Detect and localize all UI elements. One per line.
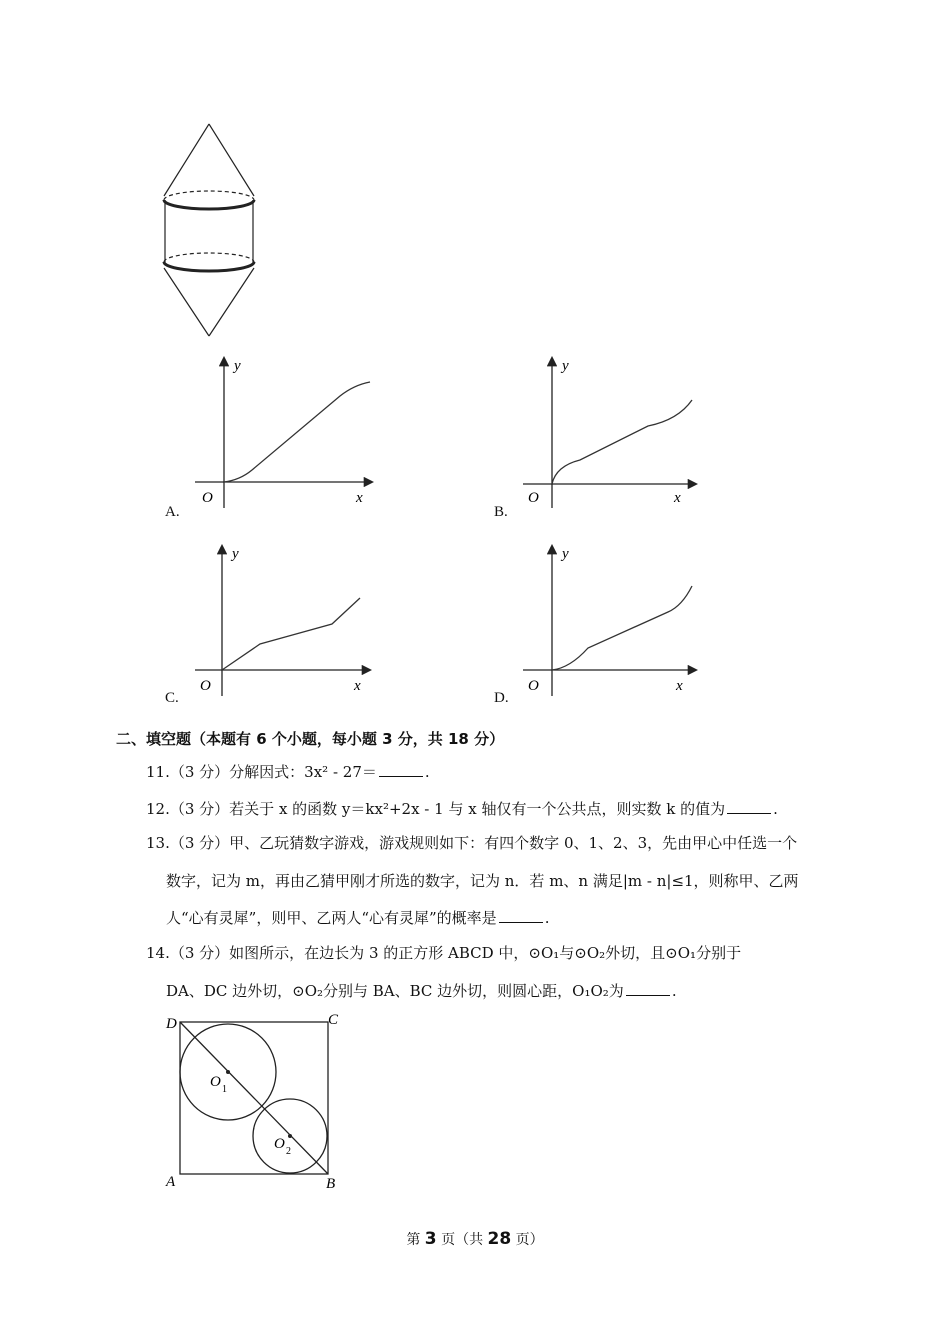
- q14-line2: DA、DC 边外切，⊙O₂分别与 BA、BC 边外切，则圆心距，O₁O₂为: [166, 982, 624, 1000]
- q14-score: （3 分）: [169, 944, 230, 962]
- footer-page-number: 3: [424, 1229, 437, 1249]
- option-b-graph: [518, 350, 708, 510]
- option-d-label: D.: [494, 690, 509, 706]
- q12-score: （3 分）: [169, 800, 230, 818]
- option-b-y-label: y: [562, 358, 569, 374]
- q11-end: .: [424, 763, 430, 781]
- label-o2-sub: 2: [286, 1146, 291, 1157]
- option-d-x-label: x: [676, 678, 683, 694]
- question-11: [146, 762, 430, 782]
- option-d-y-label: y: [562, 546, 569, 562]
- option-a-x-label: x: [356, 490, 363, 506]
- double-cone-cylinder-figure: [150, 118, 270, 342]
- q11-num: 11.: [146, 763, 170, 781]
- q11-text: 分解因式：3x² - 27＝: [229, 763, 377, 781]
- square-circles-figure: [158, 1008, 348, 1193]
- q11-score: （3 分）: [169, 763, 230, 781]
- label-o1: O: [210, 1074, 221, 1090]
- question-13-line-1: [146, 833, 797, 853]
- option-b-x-label: x: [674, 490, 681, 506]
- label-d: D: [166, 1016, 177, 1032]
- label-o2: O: [274, 1136, 285, 1152]
- q13-end: .: [544, 909, 550, 927]
- question-13-line-2: 数字，记为 m，再由乙猜甲刚才所选的数字，记为 n．若 m、n 满足|m - n|≤1，则称甲、乙两: [166, 872, 799, 890]
- question-14-line-2: [166, 981, 677, 1001]
- page-footer: [0, 1229, 950, 1249]
- q13-blank[interactable]: [499, 910, 543, 923]
- option-b-label: B.: [494, 504, 508, 520]
- q14-num: 14.: [146, 944, 170, 962]
- q13-score: （3 分）: [169, 834, 230, 852]
- footer-total-pages: 28: [487, 1229, 512, 1249]
- option-c-label: C.: [165, 690, 179, 706]
- q12-num: 12.: [146, 800, 170, 818]
- q11-blank[interactable]: [379, 764, 423, 777]
- q13-line3: 人“心有灵犀”，则甲、乙两人“心有灵犀”的概率是: [166, 909, 497, 927]
- option-a-graph: [190, 350, 380, 510]
- option-b-origin: O: [528, 490, 539, 506]
- label-b: B: [326, 1176, 336, 1192]
- option-c-x-label: x: [354, 678, 361, 694]
- option-c-origin: O: [200, 678, 211, 694]
- label-c: C: [328, 1012, 339, 1028]
- footer-prefix: 第: [406, 1232, 425, 1248]
- option-a-origin: O: [202, 490, 213, 506]
- option-a-y-label: y: [234, 358, 241, 374]
- option-c-graph: [190, 538, 380, 698]
- question-13-line-3: [166, 908, 549, 928]
- q13-num: 13.: [146, 834, 170, 852]
- option-d-graph: [518, 538, 708, 698]
- q13-line1: 甲、乙玩猜数字游戏，游戏规则如下：有四个数字 0、1、2、3，先由甲心中任选一个: [229, 834, 798, 852]
- q14-end: .: [671, 982, 677, 1000]
- label-o1-sub: 1: [222, 1084, 227, 1095]
- option-a-label: A.: [165, 504, 180, 520]
- q12-blank[interactable]: [727, 801, 771, 814]
- q14-blank[interactable]: [626, 983, 670, 996]
- footer-mid: 页（共: [436, 1232, 488, 1248]
- footer-suffix: 页）: [511, 1232, 544, 1248]
- label-a: A: [166, 1174, 176, 1190]
- option-c-y-label: y: [232, 546, 239, 562]
- option-d-origin: O: [528, 678, 539, 694]
- q12-end: .: [773, 800, 778, 818]
- q14-line1: 如图所示，在边长为 3 的正方形 ABCD 中，⊙O₁与⊙O₂外切，且⊙O₁分别于: [229, 944, 742, 962]
- question-14-line-1: [146, 943, 741, 963]
- question-12: [146, 799, 778, 819]
- q12-text: 若关于 x 的函数 y＝kx²+2x - 1 与 x 轴仅有一个公共点，则实数 k 的值为: [229, 800, 726, 818]
- section-title: 二、填空题（本题有 6 个小题，每小题 3 分，共 18 分）: [116, 730, 505, 748]
